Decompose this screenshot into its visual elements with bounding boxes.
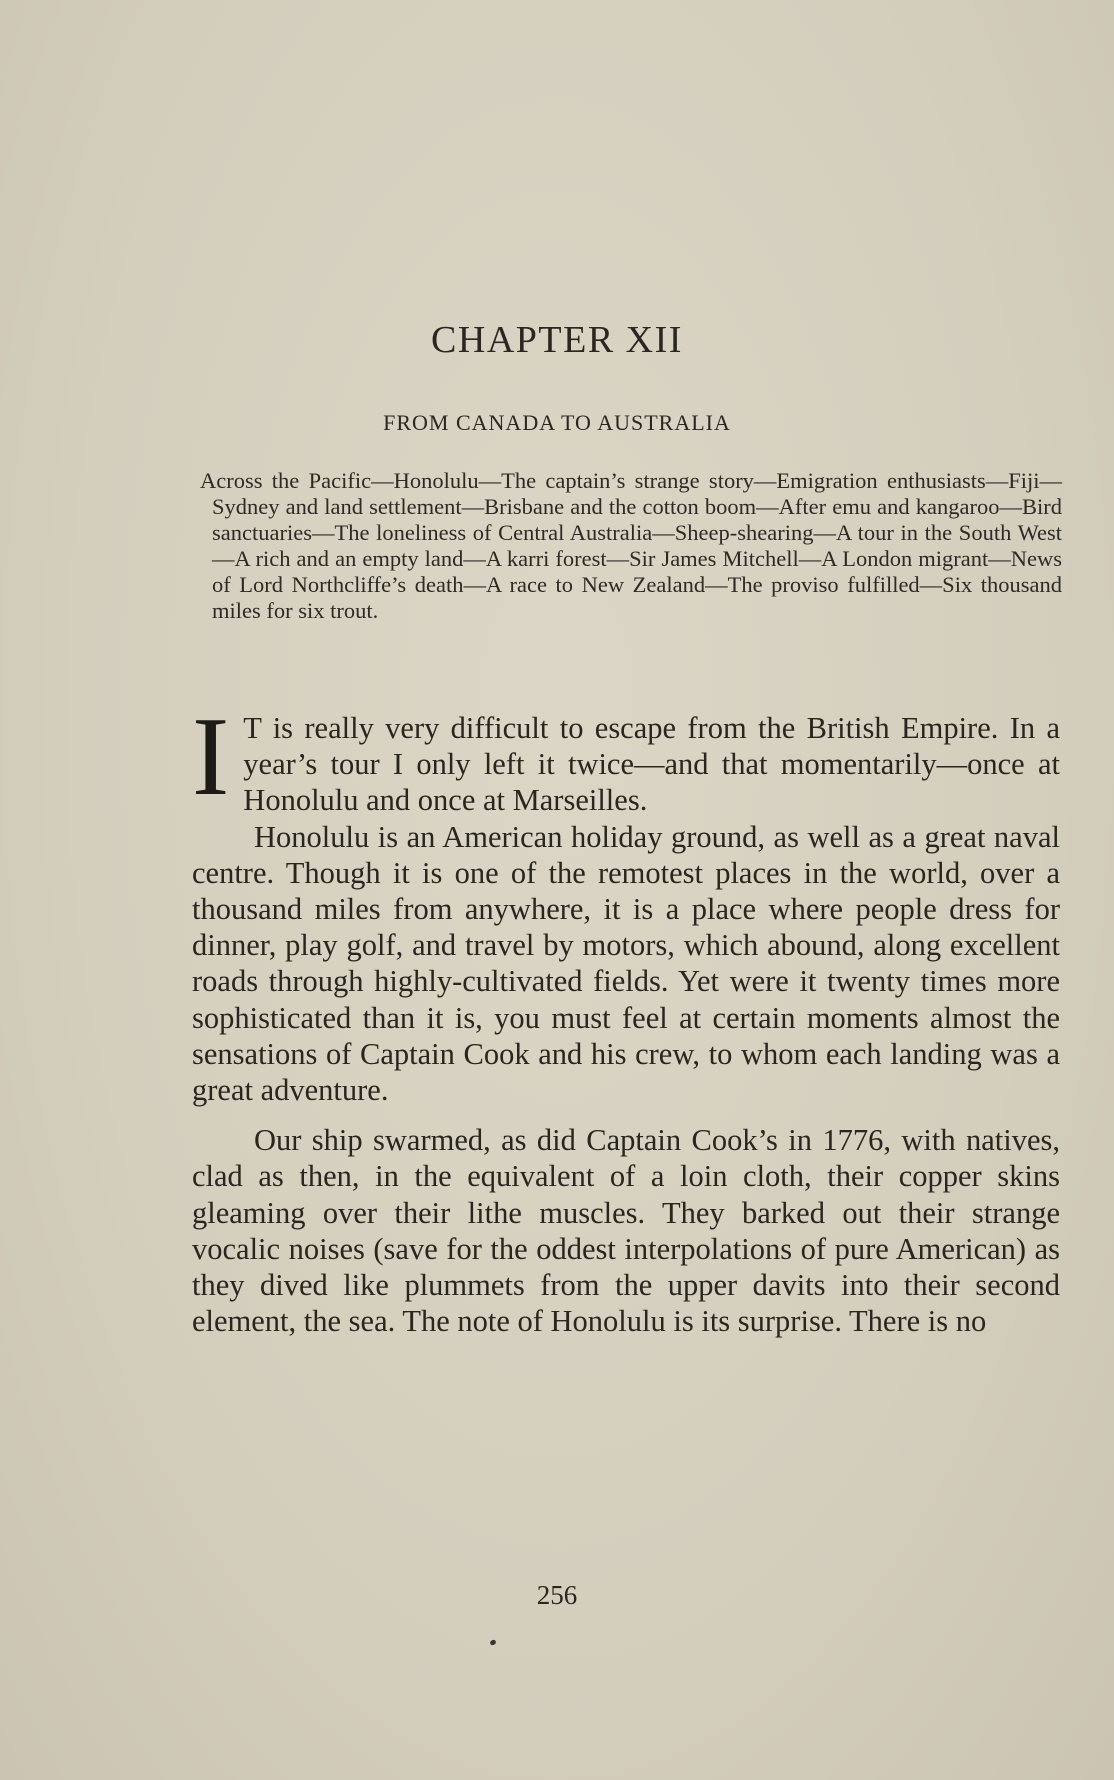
drop-cap: I [192,695,230,819]
chapter-title: CHAPTER XII [431,319,683,361]
synopsis-text: Across the Pacific—Honolulu—The captain’s strange story—Emigration enthusiasts—Fiji—Sydney and land settlement—Brisbane and the cotton boom—After emu and kangaroo—Bird sanctuaries—The loneliness of Central Australia—Sheep-shearing—A tour in the South West—A rich and an empty land—A karri forest—Sir James Mitchell—A London migrant—News of Lord Northcliffe’s death—A race to New Zealand—The proviso fulfilled—Six thousand miles for six trout. [200,468,1062,623]
paragraph-1 [192,695,1060,819]
body-text [192,695,1060,1339]
chapter-subtitle: FROM CANADA TO AUSTRALIA [383,410,731,435]
chapter-synopsis [200,468,1062,624]
paragraph-3: Our ship swarmed, as did Captain Cook’s in 1776, with natives, clad as then, in the equivalent of a loin cloth, their copper skins gleaming over their lithe muscles. They barked out their strange vocalic noises (save for the oddest interpolations of pure American) as they dived like plummets from the upper davits into their second element, the sea. The note of Honolulu is its surprise. There is no [192,1123,1060,1339]
paragraph-1-text: T is really very difficult to escape from the British Empire. In a year’s tour I only left it twice—and that momentarily—once at Honolulu and once at Marseilles. [243,711,1060,818]
page-number: 256 [536,1580,578,1610]
paper-speck [489,1639,497,1646]
paragraph-2: Honolulu is an American holiday ground, as well as a great naval centre. Though it is one of the remotest places in the world, over a thousand miles from anywhere, it is a place where people dress for dinner, play golf, and travel by motors, which abound, along excellent roads through highly-cultivated fields. Yet were it twenty times more sophisticated than it is, you must feel at certain moments almost the sensations of Captain Cook and his crew, to whom each landing was a great adventure. [192,819,1060,1108]
